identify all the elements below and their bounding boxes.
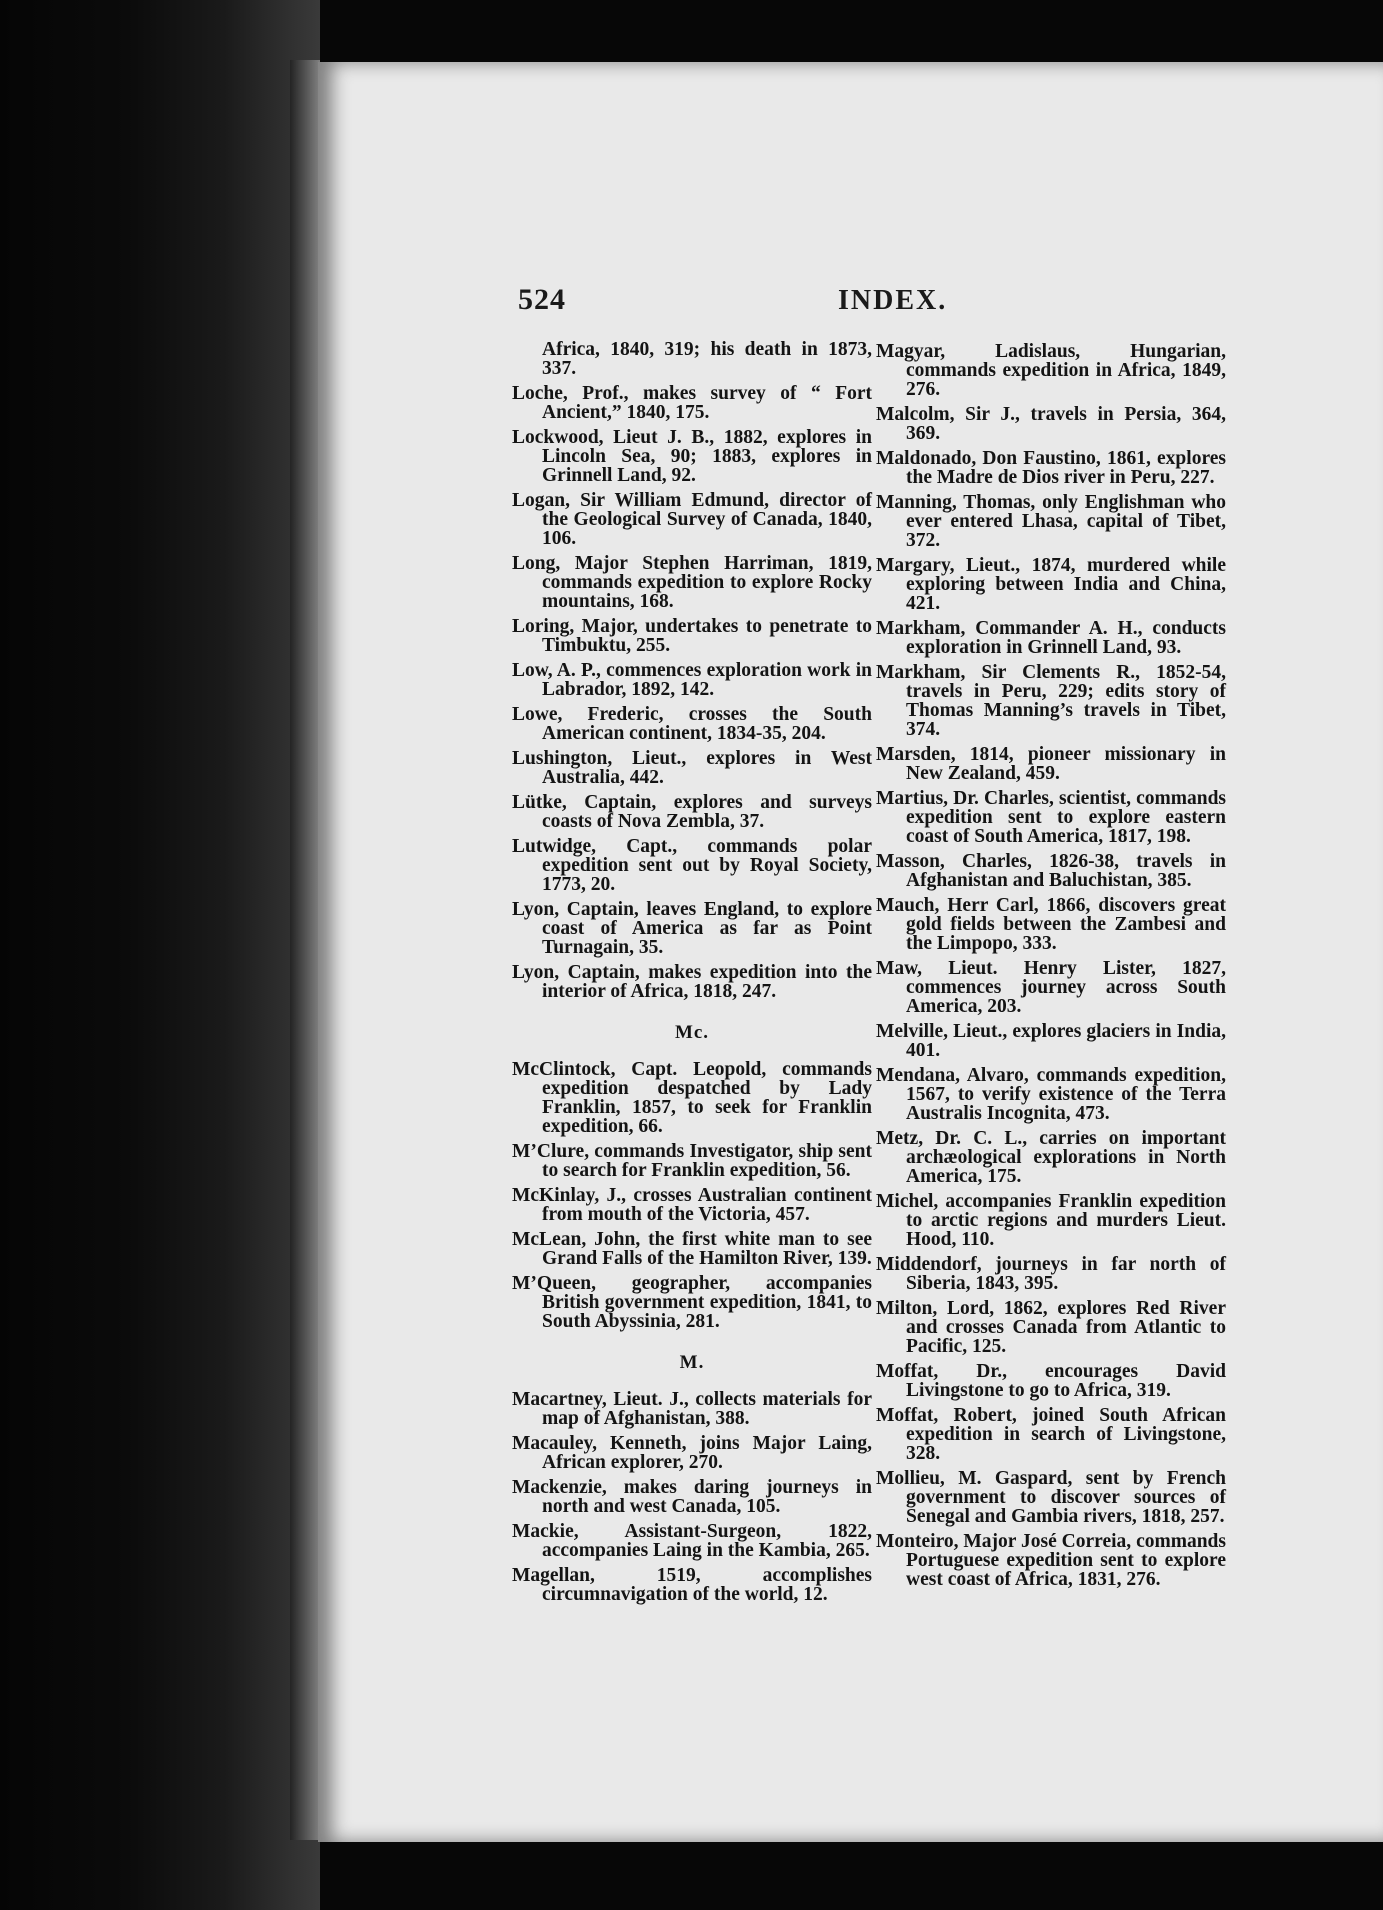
index-entry: Maldonado, Don Faustino, 1861, explores the Madre de Dios river in Peru, 227. bbox=[876, 448, 1226, 488]
index-entry-continuation: Africa, 1840, 319; his death in 1873, 337. bbox=[542, 339, 872, 379]
index-entries-m bbox=[512, 1390, 872, 1604]
index-entry: Lushington, Lieut., explores in West Australia, 442. bbox=[512, 748, 872, 788]
page-title: INDEX. bbox=[838, 285, 948, 316]
index-entry: Lütke, Captain, explores and surveys coasts of Nova Zembla, 37. bbox=[512, 792, 872, 832]
index-entries-right bbox=[876, 342, 1226, 1589]
book-spine bbox=[0, 0, 320, 1910]
index-entry: Low, A. P., commences exploration work in Labrador, 1892, 142. bbox=[512, 660, 872, 700]
section-heading-m: M. bbox=[679, 1352, 705, 1373]
page-number: 524 bbox=[518, 283, 566, 316]
index-entry: McClintock, Capt. Leopold, commands expedition despatched by Lady Franklin, 1857, to seek for Franklin expedition, 66. bbox=[512, 1059, 872, 1137]
index-entry: Long, Major Stephen Harriman, 1819, commands expedition to explore Rocky mountains, 168. bbox=[512, 553, 872, 612]
index-entry: Michel, accompanies Franklin expedition to arctic regions and murders Lieut. Hood, 110. bbox=[876, 1191, 1226, 1250]
index-entry: Magyar, Ladislaus, Hungarian, commands expedition in Africa, 1849, 276. bbox=[876, 341, 1226, 400]
index-entry: Mollieu, M. Gaspard, sent by French government to discover sources of Senegal and Gambia rivers, 1818, 257. bbox=[876, 1468, 1226, 1527]
index-entry: McLean, John, the first white man to see Grand Falls of the Hamilton River, 139. bbox=[512, 1229, 872, 1269]
index-entry: Metz, Dr. C. L., carries on important archæological explorations in North America, 175. bbox=[876, 1128, 1226, 1187]
page-edge bbox=[290, 60, 320, 1840]
index-entry: Lyon, Captain, makes expedition into the interior of Africa, 1818, 247. bbox=[512, 962, 872, 1002]
index-entry: Mackenzie, makes daring journeys in north and west Canada, 105. bbox=[512, 1477, 872, 1517]
index-entry: M’Queen, geographer, accompanies British government expedition, 1841, to South Abyssinia, 281. bbox=[512, 1273, 872, 1332]
index-entry: Mackie, Assistant-Surgeon, 1822, accompanies Laing in the Kambia, 265. bbox=[512, 1521, 872, 1561]
index-entry: Mauch, Herr Carl, 1866, discovers great gold fields between the Zambesi and the Limpopo, 333. bbox=[876, 895, 1226, 954]
index-entry: Moffat, Robert, joined South African expedition in search of Livingstone, 328. bbox=[876, 1405, 1226, 1464]
index-entry: Martius, Dr. Charles, scientist, commands expedition sent to explore eastern coast of South America, 1817, 198. bbox=[876, 788, 1226, 847]
index-column-left bbox=[512, 340, 872, 1610]
index-entry: Mendana, Alvaro, commands expedition, 1567, to verify existence of the Terra Australis Incognita, 473. bbox=[876, 1065, 1226, 1124]
index-entry: Lowe, Frederic, crosses the South American continent, 1834-35, 204. bbox=[512, 704, 872, 744]
index-entry: Manning, Thomas, only Englishman who ever entered Lhasa, capital of Tibet, 372. bbox=[876, 492, 1226, 551]
index-entry: Loche, Prof., makes survey of “ Fort Ancient,” 1840, 175. bbox=[512, 383, 872, 423]
index-entry: Moffat, Dr., encourages David Livingstone to go to Africa, 319. bbox=[876, 1361, 1226, 1401]
index-entry: Lyon, Captain, leaves England, to explore coast of America as far as Point Turnagain, 35. bbox=[512, 899, 872, 958]
index-entry: Malcolm, Sir J., travels in Persia, 364, 369. bbox=[876, 404, 1226, 444]
index-entry: Milton, Lord, 1862, explores Red River and crosses Canada from Atlantic to Pacific, 125. bbox=[876, 1298, 1226, 1357]
index-entry: Masson, Charles, 1826-38, travels in Afghanistan and Baluchistan, 385. bbox=[876, 851, 1226, 891]
index-entry: Markham, Commander A. H., conducts exploration in Grinnell Land, 93. bbox=[876, 618, 1226, 658]
index-entry: Maw, Lieut. Henry Lister, 1827, commences journey across South America, 203. bbox=[876, 958, 1226, 1017]
index-entry: Magellan, 1519, accomplishes circumnavigation of the world, 12. bbox=[512, 1565, 872, 1605]
index-entry: Markham, Sir Clements R., 1852-54, travels in Peru, 229; edits story of Thomas Manning’s travels in Tibet, 374. bbox=[876, 662, 1226, 740]
index-entry: Marsden, 1814, pioneer missionary in New Zealand, 459. bbox=[876, 744, 1226, 784]
index-entry: Melville, Lieut., explores glaciers in India, 401. bbox=[876, 1021, 1226, 1061]
index-entry: M’Clure, commands Investigator, ship sent to search for Franklin expedition, 56. bbox=[512, 1141, 872, 1181]
index-entry: McKinlay, J., crosses Australian continent from mouth of the Victoria, 457. bbox=[512, 1185, 872, 1225]
index-entries-l bbox=[512, 384, 872, 1001]
index-entry: Monteiro, Major José Correia, commands Portuguese expedition sent to explore west coast of Africa, 1831, 276. bbox=[876, 1531, 1226, 1590]
index-entry: Lockwood, Lieut J. B., 1882, explores in Lincoln Sea, 90; 1883, explores in Grinnell Land, 92. bbox=[512, 427, 872, 486]
index-entry: Middendorf, journeys in far north of Siberia, 1843, 395. bbox=[876, 1254, 1226, 1294]
index-entry: Loring, Major, undertakes to penetrate to Timbuktu, 255. bbox=[512, 616, 872, 656]
index-entries-mc bbox=[512, 1060, 872, 1331]
index-entry: Margary, Lieut., 1874, murdered while exploring between India and China, 421. bbox=[876, 555, 1226, 614]
section-heading-mc: Mc. bbox=[674, 1022, 710, 1043]
index-column-right bbox=[876, 342, 1226, 1595]
index-entry: Lutwidge, Capt., commands polar expedition sent out by Royal Society, 1773, 20. bbox=[512, 836, 872, 895]
index-entry: Logan, Sir William Edmund, director of the Geological Survey of Canada, 1840, 106. bbox=[512, 490, 872, 549]
index-entry: Macartney, Lieut. J., collects materials for map of Afghanistan, 388. bbox=[512, 1389, 872, 1429]
index-entry: Macauley, Kenneth, joins Major Laing, African explorer, 270. bbox=[512, 1433, 872, 1473]
